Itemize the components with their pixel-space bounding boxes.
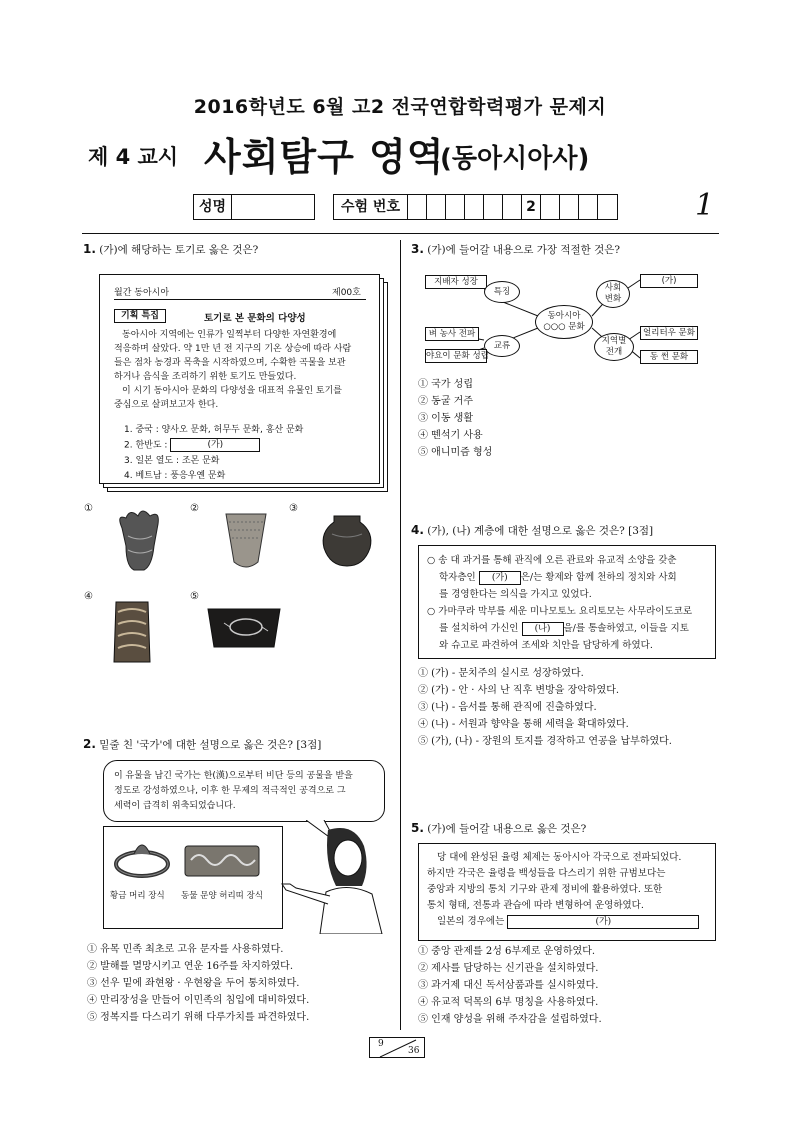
- q4-option-2[interactable]: ② (가) - 안 · 사의 난 직후 변방을 장악하였다.: [418, 685, 620, 696]
- q3-options: [418, 376, 492, 461]
- region-item: 3. 일본 열도 : 조몬 문화: [124, 455, 220, 466]
- name-input-area[interactable]: [232, 195, 314, 219]
- magazine-name: 월간 동아시아: [114, 288, 170, 298]
- mindmap-rice-spread: 벼 농사 전파: [425, 327, 479, 341]
- name-field[interactable]: [193, 194, 315, 220]
- feature-body-line: 이 시기 동아시아 문화의 다양성을 대표적 유물인 토기를: [122, 386, 342, 396]
- q4-passage-line: 와 슈고로 파견하여 조세와 치안을 담당하게 하였다.: [439, 640, 653, 651]
- belt-ornament-image: [183, 842, 261, 880]
- q5-passage-line: 일본의 경우에는 (가): [427, 914, 699, 930]
- comb-pattern-pottery-image: [222, 510, 270, 572]
- q3-option-3[interactable]: ③ 이동 생활: [418, 413, 473, 424]
- answer-blank-na: (나): [522, 622, 564, 636]
- exam-number-cell[interactable]: [465, 195, 484, 219]
- speech-text: [114, 769, 353, 814]
- teacher-illustration: [276, 822, 390, 934]
- q5-title: [411, 821, 586, 836]
- q4-passage-line: ○ 가마쿠라 막부를 세운 미나모토노 요리토모는 사무라이도코로: [427, 606, 693, 617]
- feature-body-line: 동아시아 지역에는 인류가 일찍부터 다양한 자연환경에: [122, 330, 337, 340]
- feature-body-line: 적응하며 살았다. 약 1만 년 전 지구의 기온 상승에 따라 사람: [114, 344, 352, 354]
- mindmap-regional: 지역별 전개: [594, 333, 634, 361]
- q1-choice-5[interactable]: ⑤: [190, 591, 199, 602]
- speech-line: 이 유물을 남긴 국가는 한(漢)으로부터 비단 등의 공물을 받을: [114, 771, 353, 781]
- q1-number: 1.: [83, 242, 96, 256]
- page-current: 9: [378, 1039, 384, 1049]
- feature-badge: 기획 특집: [114, 309, 166, 323]
- q2-option-3[interactable]: ③ 선우 밑에 좌현왕 · 우현왕을 두어 통치하였다.: [87, 978, 300, 989]
- mindmap-social-change: 사회 변화: [596, 280, 630, 308]
- q2-option-1[interactable]: ① 유목 민족 최초로 고유 문자를 사용하였다.: [87, 944, 284, 955]
- gold-crown-image: [112, 832, 172, 884]
- mindmap-dongson: 동 썬 문화: [640, 350, 698, 364]
- artifact-caption-crown: 황금 머리 장식: [110, 891, 165, 901]
- q4-option-1[interactable]: ① (가) - 문치주의 실시로 성장하였다.: [418, 668, 584, 679]
- patterned-jar-image: [110, 598, 154, 668]
- q3-text: (가)에 들어갈 내용으로 가장 적절한 것은?: [427, 244, 621, 256]
- page-number: 1: [695, 188, 715, 223]
- q5-option-5[interactable]: ⑤ 인재 양성을 위해 주자감을 설립하였다.: [418, 1014, 602, 1025]
- q2-option-5[interactable]: ⑤ 정복지를 다스리기 위해 다루가치를 파견하였다.: [87, 1012, 310, 1023]
- q4-title: [411, 523, 653, 538]
- magazine-issue: 제00호: [332, 288, 361, 298]
- period-label: 제 4 교시: [88, 145, 179, 169]
- magazine-card: [99, 274, 380, 484]
- q3-title: [411, 242, 620, 257]
- q4-option-5[interactable]: ⑤ (가), (나) - 장원의 토지를 경작하고 연공을 납부하였다.: [418, 736, 672, 747]
- mindmap-feature: 특징: [484, 281, 520, 303]
- q2-title: [83, 737, 321, 752]
- page-total: 36: [408, 1046, 420, 1056]
- artifact-caption-belt: 동물 문양 허리띠 장식: [181, 891, 264, 901]
- name-label: 성명: [194, 195, 232, 219]
- exam-number-cell[interactable]: [541, 195, 560, 219]
- subject-subtitle: (동아시아사): [440, 144, 590, 174]
- q1-choice-4[interactable]: ④: [84, 591, 93, 602]
- q4-passage: [427, 552, 692, 654]
- mindmap-answer-ga: (가): [640, 274, 698, 288]
- q1-choice-2[interactable]: ②: [190, 503, 199, 514]
- q1-choice-3[interactable]: ③: [289, 503, 298, 514]
- q2-option-2[interactable]: ② 발해를 멸망시키고 연운 16주를 차지하였다.: [87, 961, 294, 972]
- q3-option-1[interactable]: ① 국가 성립: [418, 379, 473, 390]
- page-counter: [369, 1037, 425, 1058]
- feature-body-line: 중심으로 살펴보고자 한다.: [114, 400, 219, 410]
- exam-number-cell[interactable]: [484, 195, 503, 219]
- q3-number: 3.: [411, 242, 424, 256]
- exam-number-cell[interactable]: [503, 195, 522, 219]
- mindmap-yayoi: 야요이 문화 성립: [426, 351, 489, 361]
- speech-line: 정도로 강성하였으나, 이후 한 무제의 적극적인 공격으로 그: [114, 786, 346, 796]
- q1-choice-1[interactable]: ①: [84, 503, 93, 514]
- answer-blank-ga: (가): [170, 438, 260, 452]
- exam-number-digit: 2: [522, 195, 541, 219]
- mindmap-exchange: 교류: [484, 335, 520, 357]
- q5-passage-box: [418, 843, 716, 941]
- q5-number: 5.: [411, 821, 424, 835]
- q3-option-4[interactable]: ④ 뗀석기 사용: [418, 430, 483, 441]
- q2-options: [87, 941, 309, 1026]
- q4-passage-box: [418, 545, 716, 659]
- q5-passage: [427, 850, 699, 930]
- q1-text: (가)에 해당하는 토기로 옳은 것은?: [99, 244, 259, 256]
- exam-number-cell[interactable]: [560, 195, 579, 219]
- region-item: 2. 한반도 : (가): [124, 438, 303, 454]
- mindmap-ruler-growth: 지배자 성장: [425, 275, 487, 289]
- q3-option-5[interactable]: ⑤ 애니미즘 형성: [418, 447, 493, 458]
- q5-option-3[interactable]: ③ 과거제 대신 독서삼품과를 실시하였다.: [418, 980, 599, 991]
- q4-options: [418, 665, 672, 750]
- feature-body-line: 하거나 음식을 조리하기 위한 토기도 만들었다.: [114, 372, 297, 382]
- q4-passage-line: 학자층인 (가) 은/는 황제와 함께 천하의 정치와 사회: [439, 572, 677, 583]
- exam-number-cell[interactable]: [427, 195, 446, 219]
- q5-passage-line: 하지만 각국은 율령을 백성들을 다스리기 위한 규범보다는: [427, 868, 666, 879]
- round-pottery-image: [318, 512, 376, 568]
- feature-headline: 토기로 본 문화의 다양성: [204, 313, 306, 324]
- q4-option-3[interactable]: ③ (나) - 음서를 통해 관직에 진출하였다.: [418, 702, 597, 713]
- flame-pottery-image: [108, 506, 173, 574]
- exam-number-cell[interactable]: [598, 195, 617, 219]
- region-item: 4. 베트남 : 풍응우옌 문화: [124, 470, 226, 481]
- speech-line: 세력이 급격히 위축되었습니다.: [114, 801, 236, 811]
- q4-number: 4.: [411, 523, 424, 537]
- q5-option-4[interactable]: ④ 유교적 덕목의 6부 명칭을 사용하였다.: [418, 997, 599, 1008]
- subject-title: 사회탐구 영역: [204, 135, 445, 179]
- mindmap-erlitou: 얼리터우 문화: [640, 326, 698, 340]
- q1-title: [83, 242, 258, 257]
- region-item: 1. 중국 : 양사오 문화, 허무두 문화, 홍산 문화: [124, 425, 304, 435]
- q5-option-2[interactable]: ② 제사를 담당하는 신기관을 설치하였다.: [418, 963, 599, 974]
- exam-number-cell[interactable]: [408, 195, 427, 219]
- q4-passage-line: 를 경영한다는 의식을 가지고 있었다.: [439, 589, 592, 600]
- q5-options: [418, 943, 602, 1028]
- q5-passage-line: 통치 형태, 전통과 관습에 따라 변형하여 운영하였다.: [427, 900, 644, 911]
- answer-blank-ga: (가): [479, 571, 521, 585]
- q4-option-4[interactable]: ④ (나) - 서원과 향약을 통해 세력을 확대하였다.: [418, 719, 629, 730]
- q5-text: (가)에 들어갈 내용으로 옳은 것은?: [427, 823, 587, 835]
- q5-option-1[interactable]: ① 중앙 관제를 2성 6부제로 운영하였다.: [418, 946, 596, 957]
- exam-title: 2016학년도 6월 고2 전국연합학력평가 문제지: [193, 96, 607, 118]
- q2-text: 밑줄 친 '국가'에 대한 설명으로 옳은 것은? [3점]: [99, 739, 322, 751]
- exam-number-field[interactable]: [333, 194, 618, 220]
- mindmap-center: 동아시아 ○○○ 문화: [535, 305, 593, 339]
- column-divider: [400, 240, 401, 1030]
- q4-passage-line: 를 설치하여 가신인 (나) 을/를 통솔하였고, 이들을 지토: [439, 623, 689, 634]
- q4-text: (가), (나) 계층에 대한 설명으로 옳은 것은? [3점]: [427, 525, 654, 537]
- q5-passage-line: 당 대에 완성된 율령 체제는 동아시아 각국으로 전파되었다.: [437, 852, 682, 863]
- q2-number: 2.: [83, 737, 96, 751]
- q4-passage-line: ○ 송 대 과거를 통해 관직에 오른 관료와 유교적 소양을 갖춘: [427, 555, 677, 566]
- region-list: [124, 423, 303, 484]
- feature-body: [114, 328, 352, 412]
- exam-number-cell[interactable]: [446, 195, 465, 219]
- feature-body-line: 들은 점차 농경과 목축을 시작하였으며, 수확한 곡물을 보관: [114, 358, 346, 368]
- q3-option-2[interactable]: ② 동굴 거주: [418, 396, 473, 407]
- q5-passage-line: 중앙과 지방의 통치 기구와 관제 정비에 활용하였다. 또한: [427, 884, 663, 895]
- q2-option-4[interactable]: ④ 만리장성을 만들어 이민족의 침입에 대비하였다.: [87, 995, 310, 1006]
- magazine-rule: [114, 299, 366, 300]
- answer-blank-ga: (가): [507, 915, 699, 929]
- exam-number-cell[interactable]: [579, 195, 598, 219]
- speech-bubble: [103, 760, 385, 822]
- animal-pattern-pottery-image: [206, 603, 282, 651]
- header-divider: [82, 233, 719, 234]
- exam-number-label: 수험 번호: [334, 195, 408, 219]
